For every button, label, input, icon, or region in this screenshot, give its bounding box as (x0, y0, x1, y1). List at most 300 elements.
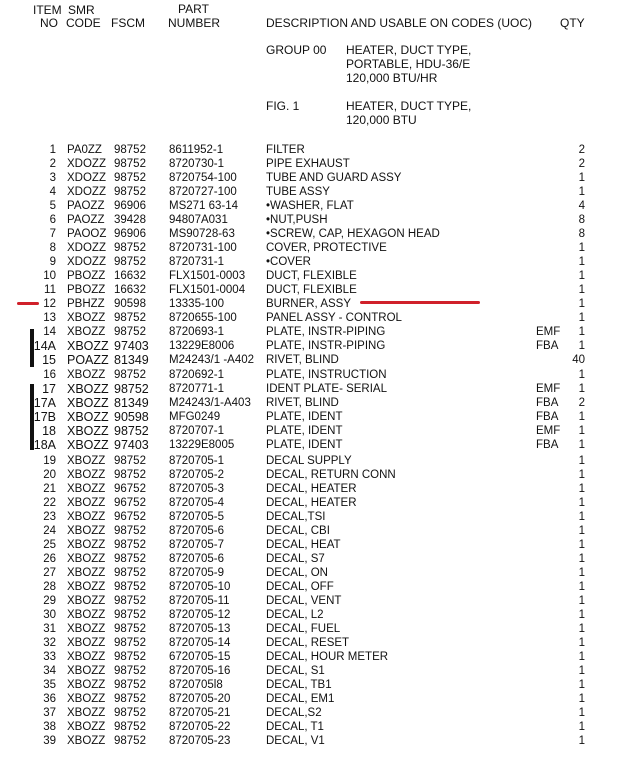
cell-desc: PLATE, IDENT (266, 425, 343, 437)
cell-fscm: 98752 (114, 382, 149, 396)
cell-fscm: 98752 (114, 242, 146, 254)
cell-qty: 1 (578, 735, 585, 747)
table-row (0, 157, 641, 171)
cell-no: 12 (43, 298, 56, 310)
cell-smr: XBOZZ (67, 609, 106, 621)
cell-fscm: 98752 (114, 651, 146, 663)
margin-bar-mark-17 (30, 384, 34, 450)
cell-no: 14 (43, 326, 56, 338)
cell-fscm: 98752 (114, 637, 146, 649)
table-row (0, 185, 641, 199)
group-title-line2: PORTABLE, HDU-36/E (346, 57, 471, 71)
cell-smr: PBOZZ (67, 284, 106, 296)
cell-fscm: 98752 (114, 539, 146, 551)
cell-fscm: 98752 (114, 735, 146, 747)
cell-desc: DECAL, L2 (266, 609, 324, 621)
table-row (0, 283, 641, 297)
cell-part: 8720705-14 (169, 637, 231, 649)
cell-fscm: 97403 (114, 438, 149, 452)
cell-part: 8720705-5 (169, 511, 224, 523)
cell-no: 10 (43, 270, 56, 282)
table-row (0, 171, 641, 185)
cell-smr: XDOZZ (67, 242, 106, 254)
cell-fscm: 98752 (114, 595, 146, 607)
cell-part: 8720705-9 (169, 567, 224, 579)
cell-qty: 1 (578, 595, 585, 607)
cell-fscm: 98752 (114, 679, 146, 691)
cell-qty: 1 (578, 609, 585, 621)
cell-part: 8720705-21 (169, 707, 231, 719)
cell-smr: PAOZZ (67, 200, 105, 212)
cell-smr: XBOZZ (67, 410, 109, 424)
cell-qty: 40 (572, 354, 585, 366)
cell-uoc: FBA (536, 340, 559, 352)
cell-no: 11 (44, 284, 56, 296)
cell-no: 36 (43, 693, 56, 705)
cell-no: 19 (43, 455, 56, 467)
cell-smr: XBOZZ (67, 525, 106, 537)
table-row (0, 353, 641, 367)
cell-part: 8720731-1 (169, 256, 224, 268)
cell-part: 8720705-2 (169, 469, 224, 481)
cell-qty: 1 (578, 581, 585, 593)
cell-part: 8720707-1 (169, 425, 224, 437)
cell-no: 13 (43, 312, 56, 324)
cell-desc: PIPE EXHAUST (266, 158, 350, 170)
cell-part: 8720705-13 (169, 623, 231, 635)
cell-part: 13335-100 (169, 298, 224, 310)
table-row (0, 594, 641, 608)
cell-no: 38 (43, 721, 56, 733)
cell-qty: 1 (578, 439, 585, 451)
cell-desc: DECAL, V1 (266, 735, 325, 747)
cell-uoc: EMF (536, 383, 561, 395)
cell-qty: 1 (578, 256, 585, 268)
cell-part: 8720705-12 (169, 609, 231, 621)
cell-fscm: 16632 (114, 270, 146, 282)
cell-part: 8720705-3 (169, 483, 224, 495)
table-row (0, 622, 641, 636)
cell-part: 8720730-1 (169, 158, 224, 170)
cell-smr: XBOZZ (67, 539, 106, 551)
figure-title-line2: 120,000 BTU (346, 113, 417, 127)
cell-qty: 1 (578, 539, 585, 551)
margin-bar-mark-14 (30, 329, 34, 367)
cell-desc: DUCT, FLEXIBLE (266, 270, 357, 282)
cell-fscm: 98752 (114, 693, 146, 705)
cell-uoc: FBA (536, 411, 559, 423)
cell-uoc: FBA (536, 439, 559, 451)
cell-desc: DECAL, EM1 (266, 693, 335, 705)
cell-qty: 1 (578, 455, 585, 467)
header-fscm: FSCM (111, 16, 145, 30)
header-qty: QTY (560, 16, 585, 30)
red-underline-mark-left (17, 302, 39, 305)
cell-fscm: 98752 (114, 256, 146, 268)
table-row (0, 297, 641, 311)
cell-no: 29 (43, 595, 56, 607)
cell-fscm: 96906 (114, 200, 146, 212)
cell-fscm: 98752 (114, 186, 146, 198)
cell-part: 8720705-16 (169, 665, 231, 677)
cell-part: 13229E8005 (169, 439, 235, 451)
cell-fscm: 98752 (114, 567, 146, 579)
cell-part: FLX1501-0003 (169, 270, 246, 282)
table-row (0, 396, 641, 410)
cell-fscm: 98752 (114, 424, 149, 438)
cell-qty: 1 (578, 637, 585, 649)
cell-qty: 1 (578, 707, 585, 719)
cell-desc: DUCT, FLEXIBLE (266, 284, 357, 296)
cell-desc: DECAL, HEATER (266, 497, 357, 509)
cell-no: 25 (43, 539, 56, 551)
table-row (0, 468, 641, 482)
table-row (0, 636, 641, 650)
cell-part: 8720705-22 (169, 721, 231, 733)
cell-qty: 1 (578, 369, 585, 381)
cell-desc: DECAL, VENT (266, 595, 342, 607)
cell-part: 8720705-6 (169, 553, 224, 565)
cell-part: 8720705-1 (169, 455, 224, 467)
cell-qty: 1 (578, 525, 585, 537)
cell-no: 6 (49, 214, 56, 226)
table-row (0, 664, 641, 678)
cell-desc: BURNER, ASSY (266, 298, 351, 310)
cell-fscm: 98752 (114, 369, 146, 381)
cell-smr: XBOZZ (67, 735, 106, 747)
cell-desc: DECAL, S7 (266, 553, 325, 565)
table-row (0, 454, 641, 468)
cell-no: 21 (43, 483, 56, 495)
cell-no: 23 (43, 511, 56, 523)
cell-fscm: 98752 (114, 623, 146, 635)
cell-desc: DECAL, RESET (266, 637, 350, 649)
table-row (0, 650, 641, 664)
cell-smr: XDOZZ (67, 186, 106, 198)
header-part-line1: PART (178, 2, 209, 16)
cell-no: 39 (43, 735, 56, 747)
cell-desc: RIVET, BLIND (266, 354, 339, 366)
cell-qty: 1 (578, 623, 585, 635)
cell-no: 7 (49, 228, 56, 240)
cell-smr: XDOZZ (67, 172, 106, 184)
red-underline-mark-right (360, 301, 480, 304)
cell-desc: DECAL, CBI (266, 525, 330, 537)
cell-part: 13229E8006 (169, 340, 235, 352)
cell-fscm: 98752 (114, 158, 146, 170)
table-row (0, 325, 641, 339)
cell-part: 8720705-6 (169, 525, 224, 537)
cell-qty: 4 (578, 200, 585, 212)
cell-desc: PLATE, IDENT (266, 411, 343, 423)
cell-qty: 1 (578, 721, 585, 733)
cell-no: 34 (43, 665, 56, 677)
cell-no: 26 (43, 553, 56, 565)
cell-fscm: 16632 (114, 284, 146, 296)
cell-no: 17B (33, 410, 56, 424)
table-row (0, 580, 641, 594)
cell-part: 8720705l8 (169, 679, 223, 691)
table-row (0, 678, 641, 692)
header-smr-line2: CODE (66, 16, 101, 30)
cell-part: MS271 63-14 (169, 200, 239, 212)
cell-fscm: 81349 (114, 353, 149, 367)
table-row (0, 692, 641, 706)
cell-fscm: 98752 (114, 172, 146, 184)
cell-desc: DECAL, HEATER (266, 483, 357, 495)
cell-qty: 2 (578, 144, 585, 156)
cell-no: 35 (43, 679, 56, 691)
cell-desc: TUBE AND GUARD ASSY (266, 172, 402, 184)
cell-part: 8720705-20 (169, 693, 231, 705)
cell-qty: 1 (578, 693, 585, 705)
cell-desc: PLATE, IDENT (266, 439, 343, 451)
cell-part: M24243/1-A403 (169, 397, 251, 409)
cell-qty: 1 (578, 186, 585, 198)
cell-smr: XBOZZ (67, 637, 106, 649)
cell-desc: PLATE, INSTR-PIPING (266, 326, 386, 338)
cell-no: 9 (49, 256, 56, 268)
cell-fscm: 90598 (114, 410, 149, 424)
group-title-line3: 120,000 BTU/HR (346, 71, 438, 85)
cell-desc: DECAL, T1 (266, 721, 324, 733)
cell-fscm: 98752 (114, 469, 146, 481)
cell-qty: 8 (578, 214, 585, 226)
cell-smr: PBOZZ (67, 270, 106, 282)
cell-smr: XBOZZ (67, 595, 106, 607)
cell-no: 14A (33, 339, 56, 353)
cell-part: 8720692-1 (169, 369, 224, 381)
cell-uoc: EMF (536, 326, 561, 338)
header-item-line2: NO (40, 16, 58, 30)
cell-qty: 1 (578, 553, 585, 565)
cell-no: 31 (43, 623, 56, 635)
table-row (0, 482, 641, 496)
cell-desc: PLATE, INSTR-PIPING (266, 340, 386, 352)
cell-no: 28 (43, 581, 56, 593)
table-row (0, 255, 641, 269)
group-label: GROUP 00 (266, 43, 327, 57)
cell-no: 2 (49, 158, 56, 170)
cell-qty: 1 (578, 497, 585, 509)
table-row (0, 706, 641, 720)
cell-smr: XBOZZ (67, 497, 106, 509)
table-row (0, 382, 641, 396)
cell-qty: 1 (578, 425, 585, 437)
cell-desc: DECAL, FUEL (266, 623, 341, 635)
cell-no: 1 (49, 144, 56, 156)
cell-qty: 1 (578, 679, 585, 691)
cell-smr: XBOZZ (67, 665, 106, 677)
cell-desc: IDENT PLATE- SERIAL (266, 383, 387, 395)
cell-fscm: 96906 (114, 228, 146, 240)
table-row (0, 566, 641, 580)
figure-label: FIG. 1 (266, 99, 300, 113)
header-item-line1: ITEM (33, 3, 62, 17)
cell-desc: DECAL, HEAT (266, 539, 341, 551)
cell-part: 8720731-100 (169, 242, 237, 254)
figure-title-line1: HEATER, DUCT TYPE, (346, 99, 472, 113)
cell-smr: XBOZZ (67, 396, 109, 410)
cell-smr: PAOOZ (67, 228, 107, 240)
cell-no: 8 (49, 242, 56, 254)
cell-desc: DECAL, S1 (266, 665, 325, 677)
cell-part: MFG0249 (169, 411, 221, 423)
cell-fscm: 98752 (114, 665, 146, 677)
cell-fscm: 96752 (114, 497, 146, 509)
table-row (0, 311, 641, 325)
table-row (0, 410, 641, 424)
cell-no: 30 (43, 609, 56, 621)
cell-smr: XBOZZ (67, 312, 106, 324)
cell-fscm: 98752 (114, 581, 146, 593)
cell-smr: XBOZZ (67, 679, 106, 691)
cell-qty: 1 (578, 665, 585, 677)
cell-desc: DECAL, ON (266, 567, 328, 579)
cell-smr: XBOZZ (67, 721, 106, 733)
cell-fscm: 98752 (114, 525, 146, 537)
cell-uoc: FBA (536, 397, 559, 409)
cell-smr: XBOZZ (67, 369, 106, 381)
cell-qty: 2 (578, 397, 585, 409)
cell-desc: •WASHER, FLAT (266, 200, 354, 212)
cell-no: 16 (43, 369, 56, 381)
cell-no: 37 (43, 707, 56, 719)
cell-smr: XBOZZ (67, 553, 106, 565)
table-row (0, 538, 641, 552)
table-row (0, 199, 641, 213)
cell-desc: •SCREW, CAP, HEXAGON HEAD (266, 228, 440, 240)
cell-fscm: 98752 (114, 455, 146, 467)
cell-desc: PLATE, INSTRUCTION (266, 369, 387, 381)
cell-qty: 1 (578, 340, 585, 352)
cell-part: 8611952-1 (169, 144, 224, 156)
cell-desc: •NUT,PUSH (266, 214, 328, 226)
cell-smr: XBOZZ (67, 511, 106, 523)
table-row (0, 510, 641, 524)
cell-qty: 1 (578, 383, 585, 395)
group-title-line1: HEATER, DUCT TYPE, (346, 43, 472, 57)
table-row (0, 438, 641, 452)
cell-qty: 1 (578, 312, 585, 324)
cell-desc: DECAL,TSI (266, 511, 326, 523)
cell-desc: FILTER (266, 144, 305, 156)
cell-no: 18 (42, 424, 56, 438)
header-description: DESCRIPTION AND USABLE ON CODES (UOC) (266, 16, 533, 30)
cell-smr: XBOZZ (67, 707, 106, 719)
cell-desc: DECAL, OFF (266, 581, 334, 593)
cell-no: 24 (43, 525, 56, 537)
cell-fscm: 98752 (114, 721, 146, 733)
table-row (0, 241, 641, 255)
cell-qty: 1 (578, 567, 585, 579)
cell-smr: PA0ZZ (67, 144, 102, 156)
cell-fscm: 90598 (114, 298, 146, 310)
table-row (0, 368, 641, 382)
cell-smr: XBOZZ (67, 581, 106, 593)
cell-desc: •COVER (266, 256, 311, 268)
table-row (0, 496, 641, 510)
cell-qty: 2 (578, 158, 585, 170)
cell-smr: XBOZZ (67, 567, 106, 579)
table-row (0, 269, 641, 283)
cell-no: 22 (43, 497, 56, 509)
table-row (0, 524, 641, 538)
table-row (0, 227, 641, 241)
table-row (0, 213, 641, 227)
cell-qty: 8 (578, 228, 585, 240)
cell-fscm: 97403 (114, 339, 149, 353)
cell-smr: XBOZZ (67, 424, 109, 438)
cell-smr: XBOZZ (67, 651, 106, 663)
cell-part: 8720693-1 (169, 326, 224, 338)
cell-smr: XBOZZ (67, 455, 106, 467)
cell-part: 8720727-100 (169, 186, 237, 198)
cell-smr: XBOZZ (67, 339, 109, 353)
cell-qty: 1 (578, 411, 585, 423)
table-row (0, 143, 641, 157)
cell-no: 17 (42, 382, 56, 396)
cell-qty: 1 (578, 172, 585, 184)
cell-desc: DECAL, TB1 (266, 679, 332, 691)
cell-smr: PAOZZ (67, 214, 105, 226)
cell-part: FLX1501-0004 (169, 284, 246, 296)
cell-smr: POAZZ (67, 353, 109, 367)
table-row (0, 734, 641, 748)
cell-no: 20 (43, 469, 56, 481)
cell-desc: DECAL,S2 (266, 707, 322, 719)
cell-part: 6720705-15 (169, 651, 231, 663)
cell-fscm: 81349 (114, 396, 149, 410)
cell-no: 3 (49, 172, 56, 184)
cell-part: 94807A031 (169, 214, 228, 226)
cell-fscm: 98752 (114, 707, 146, 719)
cell-fscm: 98752 (114, 326, 146, 338)
cell-smr: XDOZZ (67, 158, 106, 170)
cell-desc: COVER, PROTECTIVE (266, 242, 387, 254)
cell-fscm: 98752 (114, 312, 146, 324)
table-row (0, 608, 641, 622)
cell-no: 5 (49, 200, 56, 212)
cell-fscm: 39428 (114, 214, 146, 226)
cell-no: 27 (43, 567, 56, 579)
cell-qty: 1 (578, 284, 585, 296)
cell-part: MS90728-63 (169, 228, 235, 240)
cell-no: 17A (33, 396, 56, 410)
cell-qty: 1 (578, 270, 585, 282)
cell-fscm: 98752 (114, 144, 146, 156)
cell-smr: XBOZZ (67, 469, 106, 481)
header-part-line2: NUMBER (168, 16, 221, 30)
cell-part: 8720754-100 (169, 172, 237, 184)
cell-qty: 1 (578, 483, 585, 495)
cell-smr: XBOZZ (67, 693, 106, 705)
cell-smr: PBHZZ (67, 298, 105, 310)
cell-qty: 1 (578, 469, 585, 481)
cell-smr: XBOZZ (67, 623, 106, 635)
cell-no: 33 (43, 651, 56, 663)
header-smr-line1: SMR (68, 3, 95, 17)
cell-part: 8720655-100 (169, 312, 237, 324)
cell-smr: XBOZZ (67, 483, 106, 495)
table-row (0, 720, 641, 734)
cell-fscm: 96752 (114, 511, 146, 523)
cell-part: 8720705-10 (169, 581, 231, 593)
cell-qty: 1 (578, 651, 585, 663)
cell-part: 8720771-1 (169, 383, 224, 395)
cell-no: 15 (42, 353, 56, 367)
cell-desc: DECAL, RETURN CONN (266, 469, 396, 481)
